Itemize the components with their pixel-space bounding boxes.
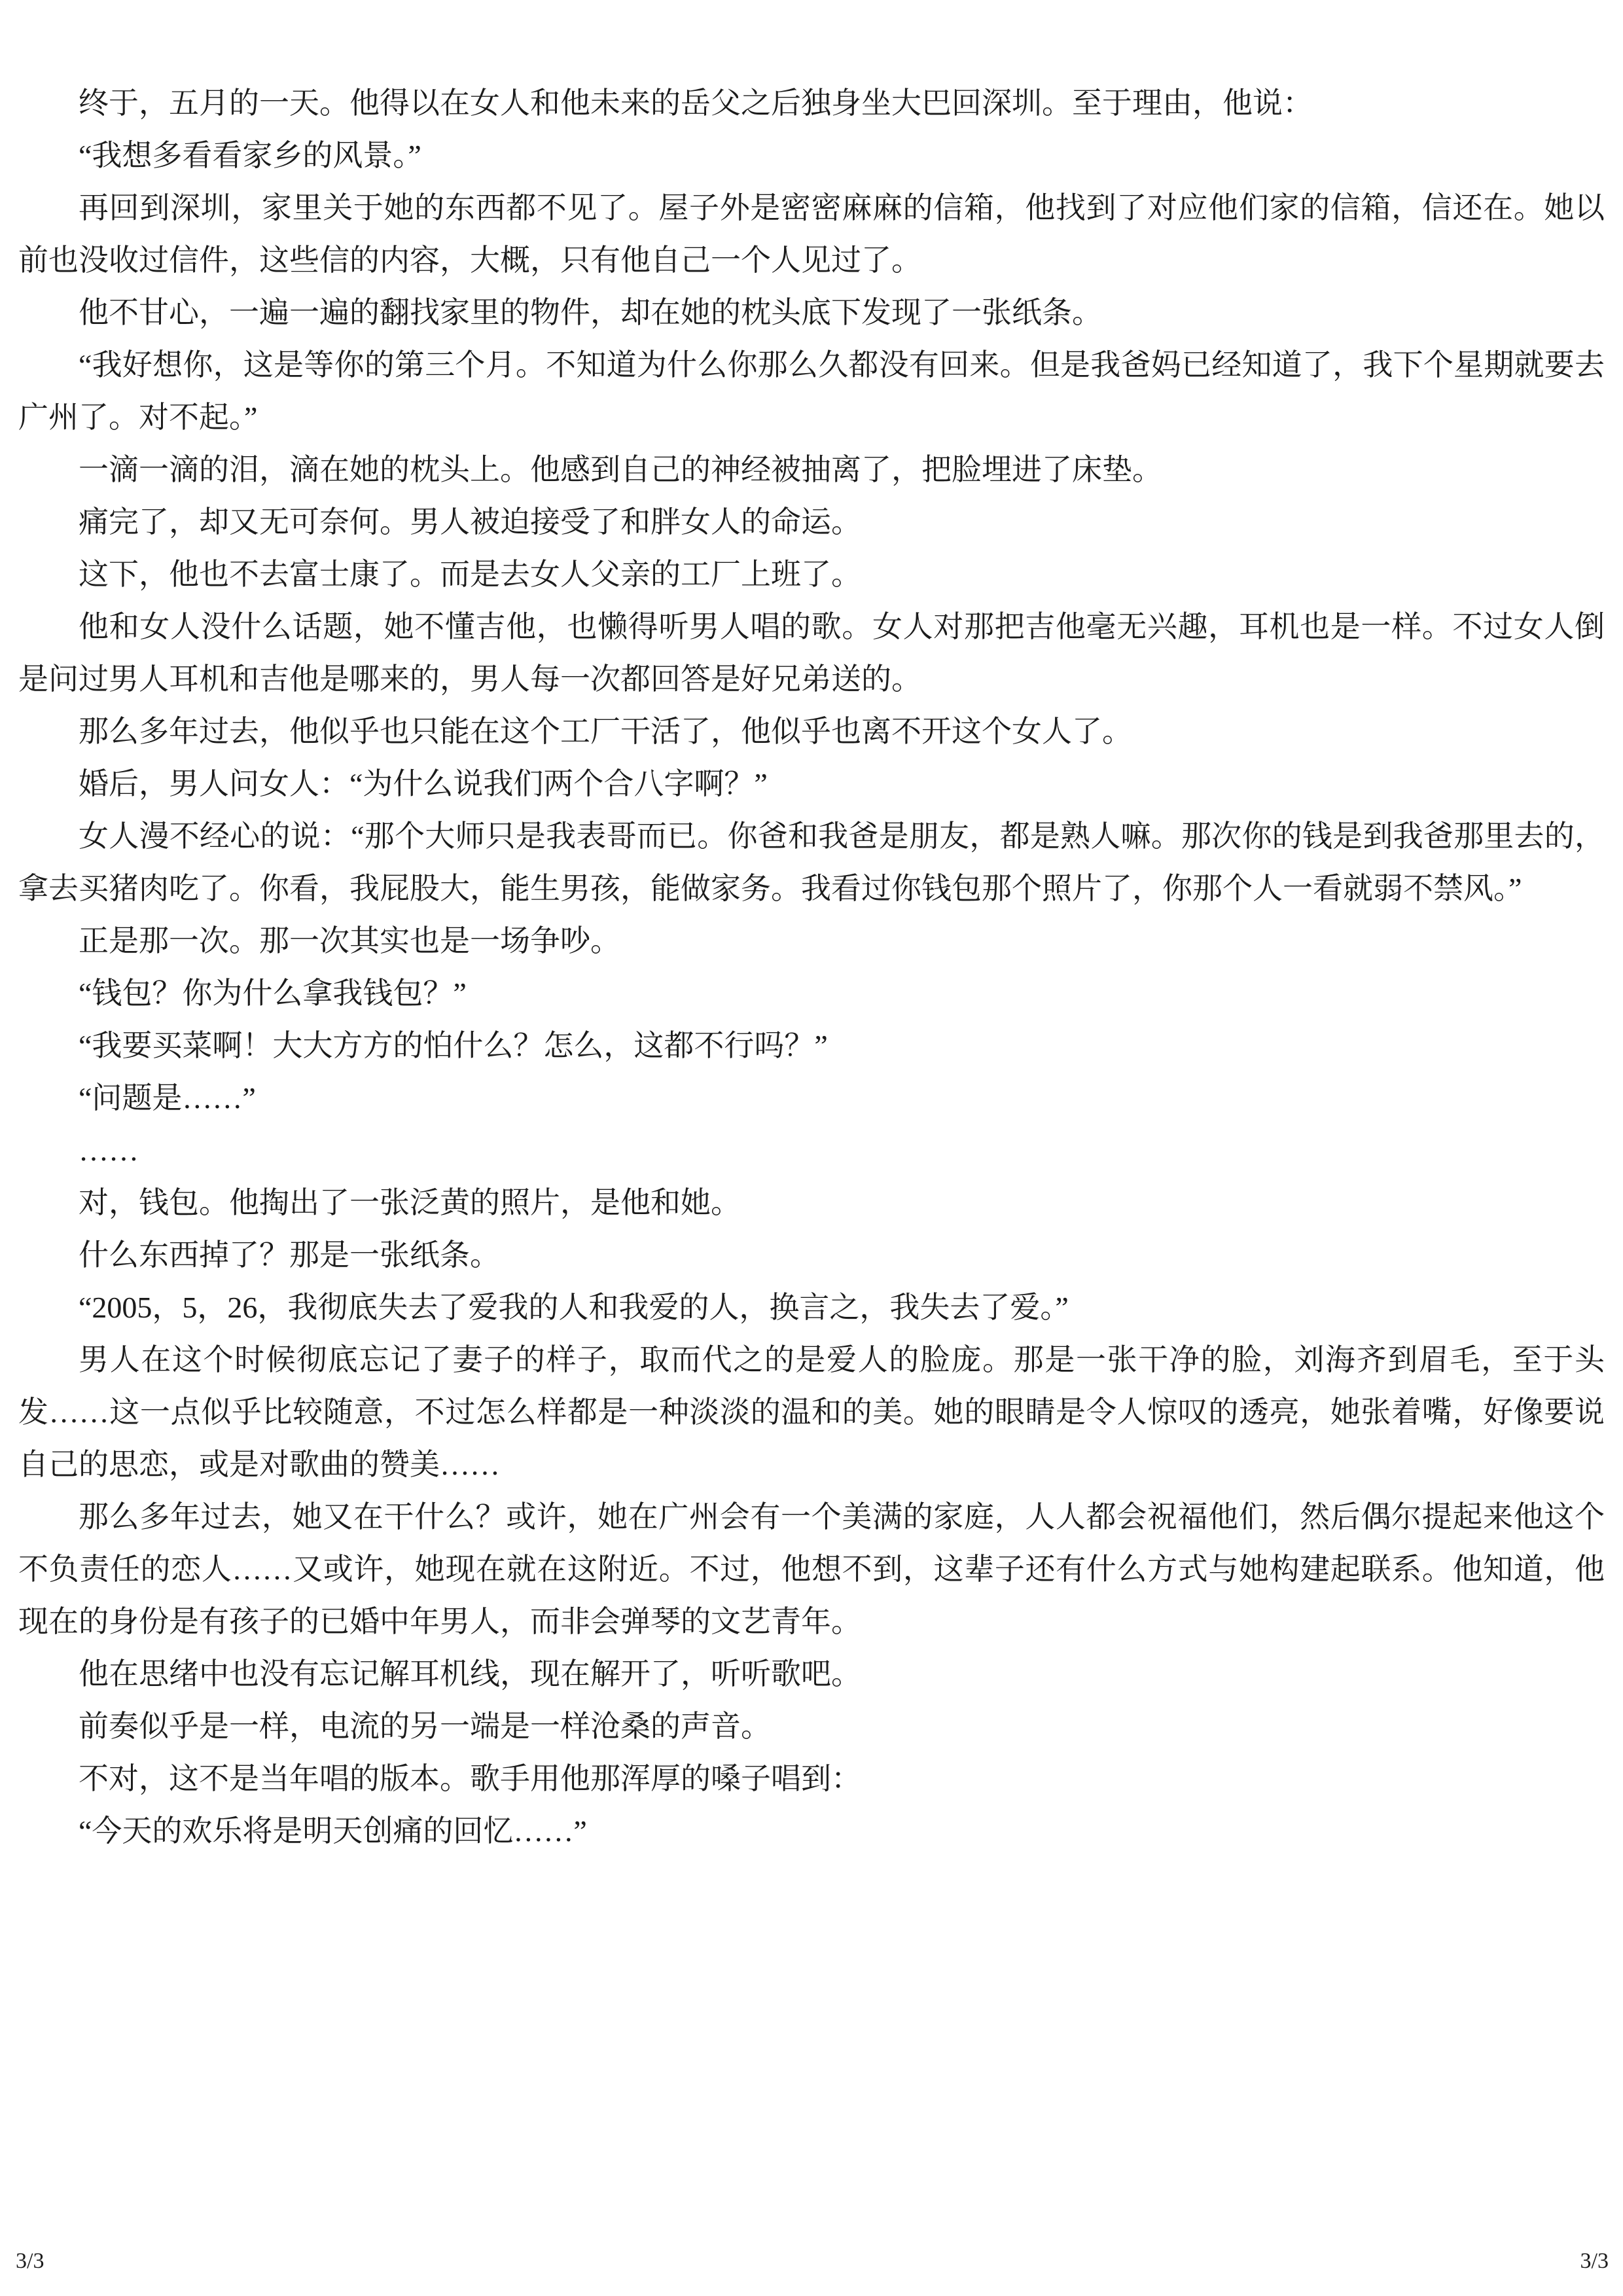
story-text bbox=[18, 77, 1605, 1857]
paragraph: “我想多看看家乡的风景。” bbox=[79, 139, 421, 172]
paragraph: “我要买菜啊！大大方方的怕什么？怎么，这都不行吗？” bbox=[79, 1029, 828, 1062]
paragraph: 这下，他也不去富士康了。而是去女人父亲的工厂上班了。 bbox=[79, 558, 861, 591]
paragraph: “钱包？你为什么拿我钱包？” bbox=[79, 977, 467, 1010]
paragraph: 前奏似乎是一样，电流的另一端是一样沧桑的声音。 bbox=[79, 1710, 771, 1743]
paragraph: 一滴一滴的泪，滴在她的枕头上。他感到自己的神经被抽离了，把脸埋进了床垫。 bbox=[79, 453, 1162, 486]
paragraph: 终于，五月的一天。他得以在女人和他未来的岳父之后独身坐大巴回深圳。至于理由，他说： bbox=[79, 86, 1313, 120]
paragraph: “我好想你，这是等你的第三个月。不知道为什么你那么久都没有回来。但是我爸妈已经知道了，我下个星期就要去广州了。对不起。” bbox=[18, 348, 1605, 434]
paragraph: 正是那一次。那一次其实也是一场争吵。 bbox=[79, 924, 620, 958]
paragraph: 男人在这个时候彻底忘记了妻子的样子，取而代之的是爱人的脸庞。那是一张干净的脸，刘海齐到眉毛，至于头发……这一点似乎比较随意，不过怎么样都是一种淡淡的温和的美。她的眼睛是令人惊叹的透亮，她张着嘴，好像要说自己的思恋，或是对歌曲的赞美…… bbox=[18, 1343, 1605, 1481]
paragraph: 什么东西掉了？那是一张纸条。 bbox=[79, 1238, 500, 1272]
paragraph: “问题是……” bbox=[79, 1081, 256, 1115]
paragraph: 对，钱包。他掏出了一张泛黄的照片，是他和她。 bbox=[79, 1186, 741, 1219]
paragraph: 再回到深圳，家里关于她的东西都不见了。屋子外是密密麻麻的信箱，他找到了对应他们家的信箱，信还在。她以前也没收过信件，这些信的内容，大概，只有他自己一个人见过了。 bbox=[18, 191, 1605, 277]
paragraph: 他不甘心，一遍一遍的翻找家里的物件，却在她的枕头底下发现了一张纸条。 bbox=[79, 296, 1102, 329]
paragraph: 婚后，男人问女人：“为什么说我们两个合八字啊？” bbox=[79, 767, 768, 800]
paragraph: 那么多年过去，他似乎也只能在这个工厂干活了，他似乎也离不开这个女人了。 bbox=[79, 715, 1132, 748]
paragraph: “2005，5，26，我彻底失去了爱我的人和我爱的人，换言之，我失去了爱。” bbox=[79, 1291, 1069, 1324]
paragraph: 女人漫不经心的说：“那个大师只是我表哥而已。你爸和我爸是朋友，都是熟人嘛。那次你的钱是到我爸那里去的，拿去买猪肉吃了。你看，我屁股大，能生男孩，能做家务。我看过你钱包那个照片了，你那个人一看就弱不禁风。” bbox=[18, 819, 1605, 905]
paragraph: “今天的欢乐将是明天创痛的回忆……” bbox=[79, 1814, 587, 1848]
paragraph: 不对，这不是当年唱的版本。歌手用他那浑厚的嗓子唱到： bbox=[79, 1762, 861, 1795]
paragraph: 痛完了，却又无可奈何。男人被迫接受了和胖女人的命运。 bbox=[79, 505, 861, 539]
paragraph: …… bbox=[79, 1134, 139, 1167]
page-number-right: 3/3 bbox=[1580, 2249, 1609, 2273]
paragraph: 他和女人没什么话题，她不懂吉他，也懒得听男人唱的歌。女人对那把吉他毫无兴趣，耳机也是一样。不过女人倒是问过男人耳机和吉他是哪来的，男人每一次都回答是好兄弟送的。 bbox=[18, 610, 1605, 696]
paragraph: 他在思绪中也没有忘记解耳机线，现在解开了，听听歌吧。 bbox=[79, 1657, 861, 1691]
paragraph: 那么多年过去，她又在干什么？或许，她在广州会有一个美满的家庭，人人都会祝福他们，然后偶尔提起来他这个不负责任的恋人……又或许，她现在就在这附近。不过，他想不到，这辈子还有什么方式与她构建起联系。他知道，他现在的身份是有孩子的已婚中年男人，而非会弹琴的文艺青年。 bbox=[18, 1500, 1605, 1638]
page-number-left: 3/3 bbox=[16, 2249, 45, 2273]
page-footer bbox=[16, 2250, 1609, 2272]
